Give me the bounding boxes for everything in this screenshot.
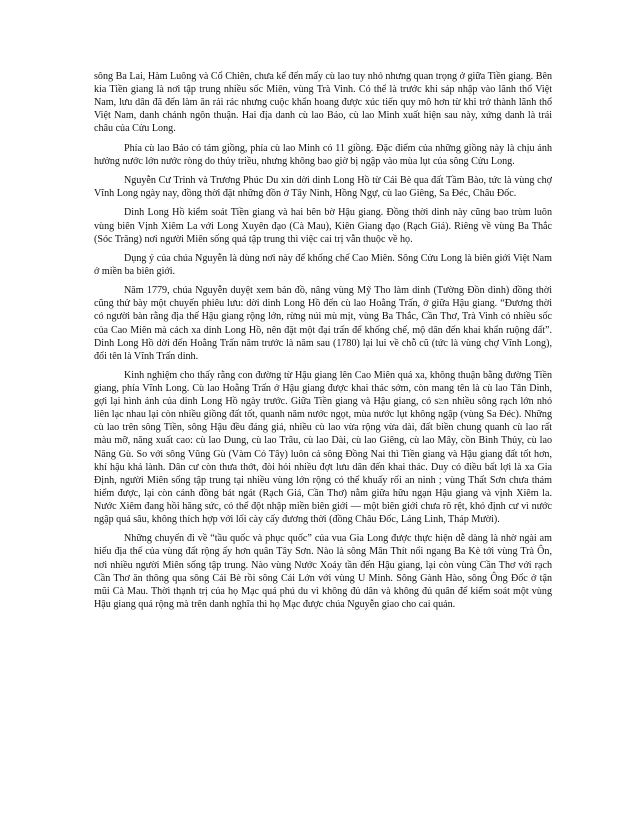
paragraph-1: sông Ba Lai, Hàm Luông và Cổ Chiên, chưa kể đến mấy cù lao tuy nhỏ nhưng quan trọng ở giữa Tiền giang. Bên kia Tiền giang là nơi tập trung nhiều sốc Miên, vùng Trà Vinh. Có thể là trước khi sáp nhập vào lãnh thổ Việt Nam, lưu dân đã đến làm ăn rải rác nhưng cuộc khẩn hoang được xúc tiến quy mô hơn từ khi trở thành lãnh thổ Việt Nam, danh chánh ngôn thuận. Hai địa danh cù lao Bảo, cù lao Minh xuất hiện sau này, xứng danh là trái châu của Cửu Long. xyxy=(94,71,552,135)
paragraph-5: Dụng ý của chúa Nguyễn là dùng nơi này để khống chế Cao Miên. Sông Cửu Long là biên giới Việt Nam ở miền ba biên giới. xyxy=(94,252,552,277)
paragraph-2: Phía cù lao Bảo có tám giồng, phía cù lao Minh có 11 giồng. Đặc điểm của những giồng này là chịu ảnh hưởng nước lớn nước ròng do thủy triều, nhưng không bao giờ bị ngập vào mùa lụt của sông Cửu Long. xyxy=(94,142,552,167)
paragraph-3: Nguyễn Cư Trinh và Trương Phúc Du xin dời dinh Long Hồ từ Cái Bè qua đất Tầm Bào, tức là vùng chợ Vĩnh Long ngày nay, đồng thời đặt những đồn ở Tây Ninh, Hồng Ngự, cù lao Giêng, Sa Đéc, Châu Đốc. xyxy=(94,175,552,200)
document-page xyxy=(94,70,552,617)
paragraph-8: Những chuyến đi về “tầu quốc và phục quốc” của vua Gia Long được thực hiện dễ dàng là nhờ ngài am hiểu địa thế của vùng đất rộng ấy hơn quân Tây Sơn. Nào là sông Mân Thít nối ngang Ba Kè tới vùng Trà Ôn, nơi nhiều người Miên sống tập trung. Nào vùng Nước Xoáy tần đến Hậu giang, lại còn vùng Cần Thơ với rạch Cần Thơ ăn thông qua sông Cái Bè rồi sông Cái Lớn với vùng U Minh. Sông Gành Hào, sông Ông Đốc ở tận mũi Cà Mau. Thời thạnh trị của họ Mạc quá phú du vì không đủ dân và không đủ quân để kiểm soát một vùng Hậu giang quá rộng mà trên danh nghĩa thì họ Mạc được chúa Nguyễn giao cho cai quản. xyxy=(94,533,552,610)
paragraph-6: Năm 1779, chúa Nguyễn duyệt xem bản đồ, nâng vùng Mỹ Tho làm dinh (Tường Đồn dinh) đồng thời cũng thử bày một chuyến phiêu lưu: dời dinh Long Hồ đến cù lao Hoằng Trấn, ở giữa Hậu giang. “Đương thời có người bàn rằng địa thế Hậu giang rộng lớn, rừng núi mù mịt, vùng Ba Thắc, Cần Thơ, Trà Vinh có nhiều sốc của Cao Miên mà cách xa dinh Long Hồ, nên đặt một đại trấn để khống chế, mộ dân đến khai khẩn ruộng đất”. Dinh Long Hồ dời đến Hoằng Trấn năm trước là năm sau (1780) lại lui về chỗ cũ (tức là vùng chợ Vĩnh Long), đổi tên là Vĩnh Trấn dinh. xyxy=(94,285,552,362)
paragraph-7: Kinh nghiệm cho thấy rằng con đường từ Hậu giang lên Cao Miên quá xa, không thuận bằng đường Tiền giang, phía Vĩnh Long. Cù lao Hoằng Trấn ở Hậu giang được khai thác sớm, còn mang tên là cù lao Tân Dinh, gợi lại hình ảnh của dinh Long Hồ ngày trước. Giữa Tiền giang và Hậu giang, có s≥n nhiều sông rạch lớn nhỏ liên lạc nhau lại còn nhiều giồng đất tốt, quanh năm nước ngọt, mùa nước lụt không ngập (vùng Sa Đéc). Những cù lao trên sông Tiền, sông Hậu đều đáng giá, nhiều cù lao vừa rộng vừa dài, đất biền chung quanh cù lao rất màu mỡ, năng xuất cao: cù lao Dung, cù lao Trâu, cù lao Dài, cù lao Giêng, cù lao Mây, cồn Bình Thủy, cù lao Năng Gù. So với sông Vũng Gù (Vàm Cỏ Tây) luôn cả sông Đồng Nai thì Tiền giang và Hậu giang đất tốt hơn, khí hậu khả lành. Dân cư còn thưa thớt, đòi hỏi nhiều đợt lưu dân đến khai thác. Duy có điều bất lợi là xa Gia Định, người Miên sống tập trung tại nhiều vùng lớn rộng có thể khuấy rối an ninh ; vùng Thất Sơn chưa thám hiểm được, lại còn cánh đồng bát ngát (Rạch Giá, Cần Thơ) nằm giữa hữu ngạn Hậu giang và vịnh Xiêm la. Nước Xiêm đang hồi hăng sức, có thể đột nhập miền biên giới — một biên giới chưa rõ rệt, khó định cư vì nước ngập quá sâu, không thích hợp với lối cày cấy đương thời (đồng Châu Đốc, Láng Linh, Tháp Mười). xyxy=(94,370,552,526)
paragraph-4: Dinh Long Hồ kiểm soát Tiền giang và hai bên bờ Hậu giang. Đồng thời dinh này cũng bao trùm luôn vùng biên Vịnh Xiêm La với Long Xuyên đạo (Cà Mau), Kiên Giang đạo (Rạch Giá). Riêng về vùng Ba Thắc (Sóc Trăng) nơi người Miên sống quá tập trung thì việc cai trị vẫn thuộc về họ. xyxy=(94,207,552,245)
